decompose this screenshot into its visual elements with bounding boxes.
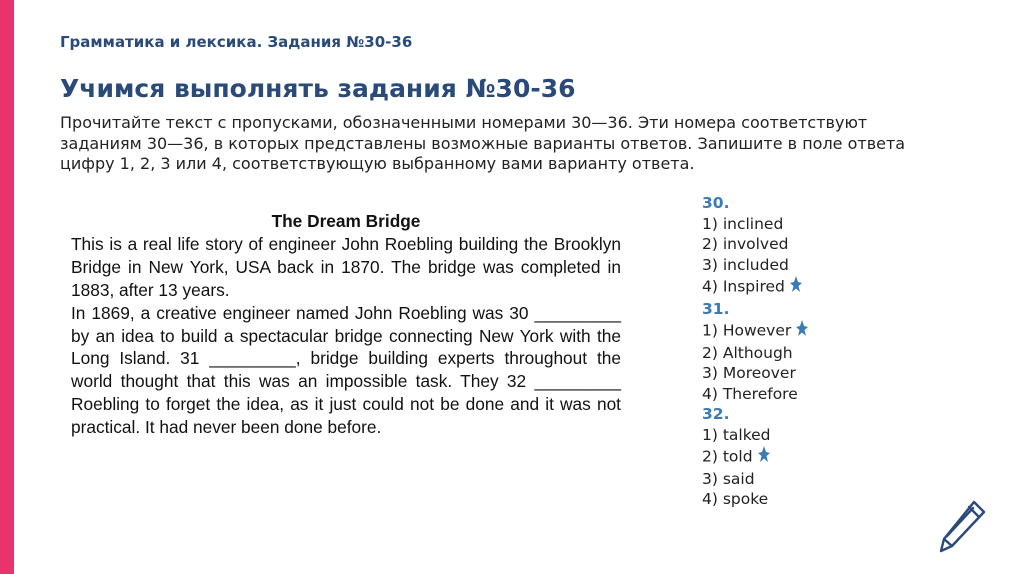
passage-title: The Dream Bridge [271,211,421,231]
answer-option: 3) said [702,469,755,488]
answer-option: 3) Moreover [702,364,796,382]
question-label: 31. [702,299,730,318]
slide-title: Учимся выполнять задания №30-36 [60,74,576,103]
answer-option: 2) Although [702,343,793,362]
instruction-line: цифру 1, 2, 3 или 4, соответствующую выбранному вами варианту ответа. [60,154,695,173]
star-icon [757,445,771,469]
answer-option: 2) told [702,445,809,469]
passage-paragraph: This is a real life story of engineer John Roebling building the Brooklyn Bridge in New York, USA back in 1870. The bridge was completed in 1883, after 13 years. [71,233,621,300]
answer-option: 1) However [702,319,809,343]
answer-option: 4) Inspired [702,275,809,299]
answer-option: 1) talked [702,425,771,444]
passage-paragraph: In 1869, a creative engineer named John Roebling was 30 _________ by an idea to build a spectacular bridge connecting New York with the Long Island. 31 _________, bridge building experts throughout the world thought that this was an impossible task. They 32 _________ Roebling to forget the idea, as it just could not be done and it was not practical. It had never been done before. [71,302,621,438]
star-icon [789,275,803,299]
star-icon [795,319,809,343]
answer-option: 4) Therefore [702,384,798,403]
accent-bar [0,0,14,574]
instruction-line: Прочитайте текст с пропусками, обозначенными номерами 30—36. Эти номера соответствуют [60,113,868,132]
instruction-line: заданиям 30—36, в которых представлены возможные варианты ответов. Запишите в поле ответа [60,133,906,153]
pencil-icon [936,496,988,556]
question-label: 30. [702,194,730,212]
slide-subtitle: Грамматика и лексика. Задания №30-36 [60,33,413,51]
answer-option: 1) inclined [702,214,784,233]
answer-option: 4) spoke [702,490,769,508]
answer-option: 2) involved [702,235,789,253]
answer-options [702,193,809,510]
instructions [60,113,980,175]
reading-passage [71,210,621,439]
answer-option: 3) included [702,255,789,274]
question-label: 32. [702,405,730,423]
